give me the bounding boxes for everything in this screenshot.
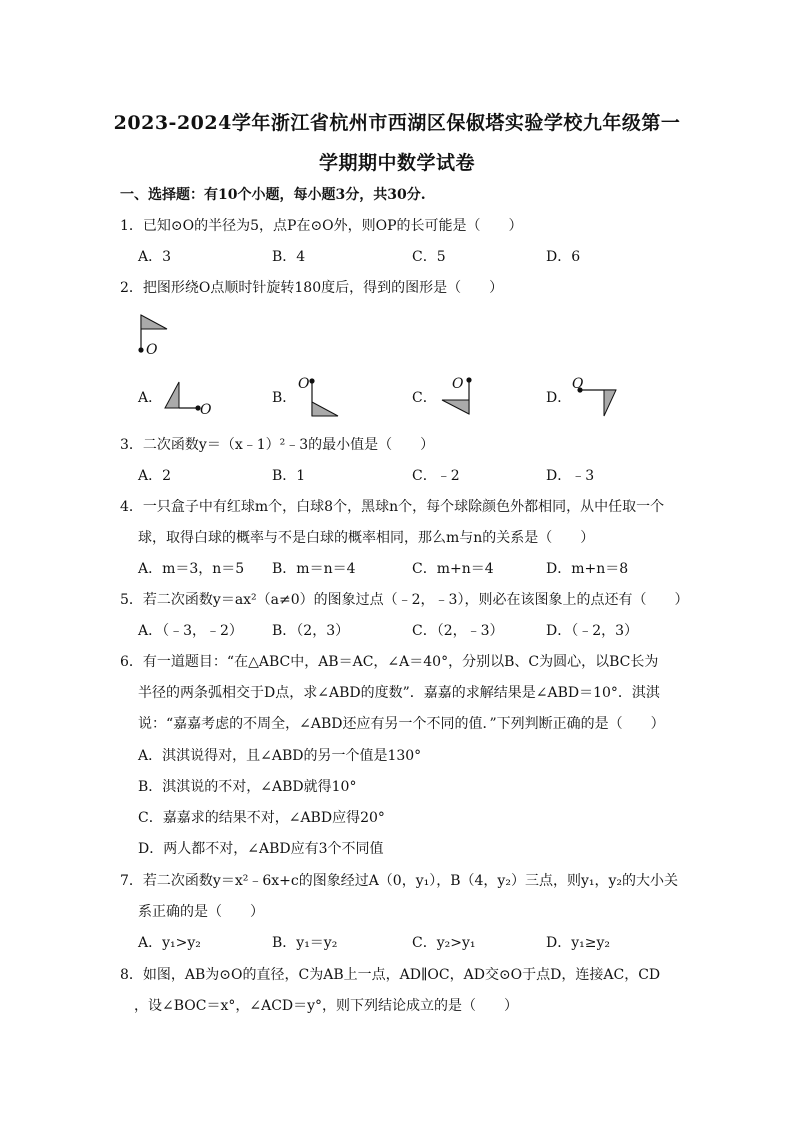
- q5-option-a: A．（﹣3，﹣2）: [138, 623, 243, 639]
- q7-option-d: D．y₁≥y₂: [546, 935, 610, 951]
- q1-option-b: B．4: [272, 249, 306, 265]
- q5-option-c: C．（2，﹣3）: [412, 623, 504, 639]
- q2-option-b-o-label: O: [298, 376, 310, 392]
- q2-option-b-figure: [306, 374, 346, 418]
- q6-option-a: A．淇淇说得对，且∠ABD的另一个值是130°: [138, 748, 422, 764]
- section-heading: 一、选择题：有10个小题，每小题3分，共30分.: [120, 187, 426, 203]
- q3-stem: 3．二次函数y＝（x﹣1）²﹣3的最小值是（ ）: [120, 437, 435, 453]
- q2-option-d-o-label: O: [572, 376, 584, 392]
- q1-option-a: A．3: [138, 249, 172, 265]
- q2-stem: 2．把图形绕O点顺时针旋转180度后，得到的图形是（ ）: [120, 280, 504, 296]
- q4-stem-line-2: 球，取得白球的概率与不是白球的概率相同，那么m与n的关系是（ ）: [138, 530, 595, 546]
- q3-option-a: A．2: [138, 468, 172, 484]
- q1-option-c: C．5: [412, 249, 446, 265]
- q1-option-d: D．6: [546, 249, 581, 265]
- title-line-2: 学期期中数学试卷: [318, 152, 475, 174]
- q8-stem-line-2: ，设∠BOC＝x°，∠ACD＝y°，则下列结论成立的是（ ）: [134, 998, 519, 1014]
- q2-option-a: A．: [138, 390, 163, 406]
- q6-stem-line-2: 半径的两条弧相交于D点，求∠ABD的度数”．嘉嘉的求解结果是∠ABD＝10°．淇淇: [138, 685, 660, 701]
- q7-option-b: B．y₁＝y₂: [272, 935, 338, 951]
- q7-stem-line-2: 系正确的是（ ）: [138, 904, 264, 920]
- q2-option-c: C．: [412, 390, 437, 406]
- q7-stem-line-1: 7．若二次函数y＝x²﹣6x+c的图象经过A（0，y₁），B（4，y₂）三点，则y₁，y₂的大小关: [120, 873, 678, 889]
- q1-stem: 1．已知⊙O的半径为5，点P在⊙O外，则OP的长可能是（ ）: [120, 218, 523, 234]
- q2-option-d: D．: [546, 390, 572, 406]
- q6-stem-line-3: 说：“嘉嘉考虑的不周全，∠ABD还应有另一个不同的值．”下列判断正确的是（ ）: [138, 716, 665, 732]
- q4-stem-line-1: 4．一只盒子中有红球m个，白球8个，黑球n个，每个球除颜色外都相同，从中任取一个: [120, 499, 665, 515]
- q5-option-b: B．（2，3）: [272, 623, 350, 639]
- q3-option-d: D．﹣3: [546, 468, 595, 484]
- q8-stem-line-1: 8．如图，AB为⊙O的直径，C为AB上一点，AD∥OC，AD交⊙O于点D，连接AC，CD: [120, 967, 661, 983]
- q4-option-b: B．m＝n＝4: [272, 561, 356, 577]
- q6-option-c: C．嘉嘉求的结果不对，∠ABD应得20°: [138, 810, 385, 826]
- q3-option-c: C．﹣2: [412, 468, 460, 484]
- q2-option-b: B．: [272, 390, 297, 406]
- q2-option-a-o-label: O: [200, 402, 212, 418]
- q6-stem-line-1: 6．有一道题目：“在△ABC中，AB＝AC，∠A＝40°，分别以B、C为圆心，以BC长为: [120, 654, 659, 670]
- q6-option-b: B．淇淇说的不对，∠ABD就得10°: [138, 779, 357, 795]
- q3-option-b: B．1: [272, 468, 306, 484]
- q2-option-c-o-label: O: [452, 376, 464, 392]
- q2-origin-label: O: [146, 342, 158, 358]
- q5-option-d: D．（﹣2，3）: [546, 623, 639, 639]
- q7-option-a: A．y₁>y₂: [138, 935, 201, 951]
- q5-stem: 5．若二次函数y＝ax²（a≠0）的图象过点（﹣2，﹣3），则必在该图象上的点还有（ ）: [120, 592, 689, 608]
- q4-option-d: D．m+n＝8: [546, 561, 629, 577]
- title-line-1: 2023-2024学年浙江省杭州市西湖区保俶塔实验学校九年级第一: [113, 112, 681, 134]
- q4-option-c: C．m+n＝4: [412, 561, 494, 577]
- q6-option-d: D．两人都不对，∠ABD应有3个不同值: [138, 841, 384, 857]
- q7-option-c: C．y₂>y₁: [412, 935, 476, 951]
- q4-option-a: A．m＝3，n＝5: [138, 561, 245, 577]
